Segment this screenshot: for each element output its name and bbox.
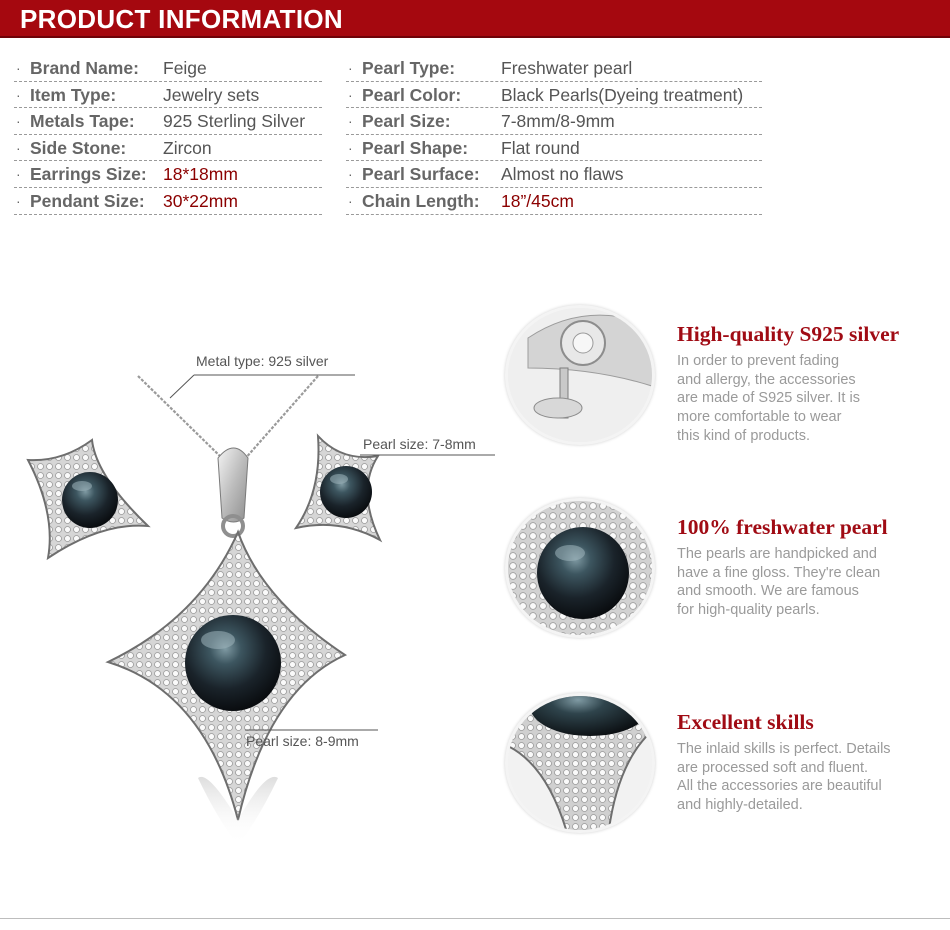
spec-row: · Pearl Surface: Almost no flaws xyxy=(346,161,762,188)
spec-row: · Brand Name: Feige xyxy=(14,55,322,82)
spec-row: · Pearl Type: Freshwater pearl xyxy=(346,55,762,82)
spec-value: 7-8mm/8-9mm xyxy=(501,111,615,132)
spec-row: · Pearl Color: Black Pearls(Dyeing treatment) xyxy=(346,82,762,109)
spec-label: Chain Length: xyxy=(362,190,480,211)
spec-value: 30*22mm xyxy=(163,190,238,211)
spec-value: 18*18mm xyxy=(163,164,238,185)
spec-value: Zircon xyxy=(163,137,212,158)
feature-pearl-image xyxy=(505,498,655,638)
spec-row: · Pendant Size: 30*22mm xyxy=(14,188,322,215)
spec-value: Almost no flaws xyxy=(501,164,624,185)
spec-value: Freshwater pearl xyxy=(501,58,633,78)
spec-row: · Pearl Size: 7-8mm/8-9mm xyxy=(346,108,762,135)
product-illustration xyxy=(0,300,500,860)
spec-value: 18”/45cm xyxy=(501,190,574,211)
spec-value: 925 Sterling Silver xyxy=(163,111,306,132)
bottom-divider xyxy=(0,918,950,919)
spec-value: Black Pearls(Dyeing treatment) xyxy=(501,84,744,105)
spec-row: · Item Type: Jewelry sets xyxy=(14,82,322,109)
feature-silver xyxy=(505,305,950,455)
spec-label: Pearl Surface: xyxy=(362,164,480,185)
spec-table-left xyxy=(14,55,322,215)
spec-label: Pearl Type: xyxy=(362,58,456,78)
spec-label: Pearl Color: xyxy=(362,84,462,105)
feature-description: The pearls are handpicked and have a fine gloss. They're clean and smooth. We are famous for high-quality pearls. xyxy=(677,546,881,619)
spec-label: Pendant Size: xyxy=(30,190,145,211)
spec-label: Pearl Size: xyxy=(362,111,451,132)
feature-description: The inlaid skills is perfect. Details are processed soft and fluent. All the accessories are beautiful and highly-detailed. xyxy=(677,741,891,814)
spec-row: · Chain Length: 18”/45cm xyxy=(346,188,762,215)
section-title: PRODUCT INFORMATION xyxy=(20,4,343,34)
feature-skills-image xyxy=(505,693,655,833)
metal-type-callout: Metal type: 925 silver xyxy=(196,353,329,369)
spec-label: Metals Tape: xyxy=(30,111,135,132)
spec-label: Pearl Shape: xyxy=(362,137,469,158)
feature-skills xyxy=(505,693,950,843)
spec-label: Earrings Size: xyxy=(30,164,147,185)
spec-label: Brand Name: xyxy=(30,58,139,78)
feature-silver-image xyxy=(505,305,655,445)
feature-title: 100% freshwater pearl xyxy=(677,515,888,539)
jewelry-set-image xyxy=(0,300,500,860)
pendant-pearl-size-callout: Pearl size: 8-9mm xyxy=(246,733,359,749)
feature-title: High-quality S925 silver xyxy=(677,322,900,346)
spec-row: · Side Stone: Zircon xyxy=(14,135,322,162)
spec-value: Feige xyxy=(163,58,207,78)
spec-value: Flat round xyxy=(501,137,580,158)
feature-title: Excellent skills xyxy=(677,710,814,734)
spec-label: Item Type: xyxy=(30,84,117,105)
spec-row: · Earrings Size: 18*18mm xyxy=(14,161,322,188)
earring-pearl-size-callout: Pearl size: 7-8mm xyxy=(363,436,476,452)
spec-label: Side Stone: xyxy=(30,137,127,158)
spec-table-right xyxy=(346,55,762,215)
spec-row: · Metals Tape: 925 Sterling Silver xyxy=(14,108,322,135)
section-header xyxy=(0,0,950,38)
feature-pearl xyxy=(505,498,950,648)
feature-description: In order to prevent fading and allergy, the accessories are made of S925 silver. It is more comfortable to wear this kind of products. xyxy=(677,353,860,444)
spec-row: · Pearl Shape: Flat round xyxy=(346,135,762,162)
spec-value: Jewelry sets xyxy=(163,84,260,105)
